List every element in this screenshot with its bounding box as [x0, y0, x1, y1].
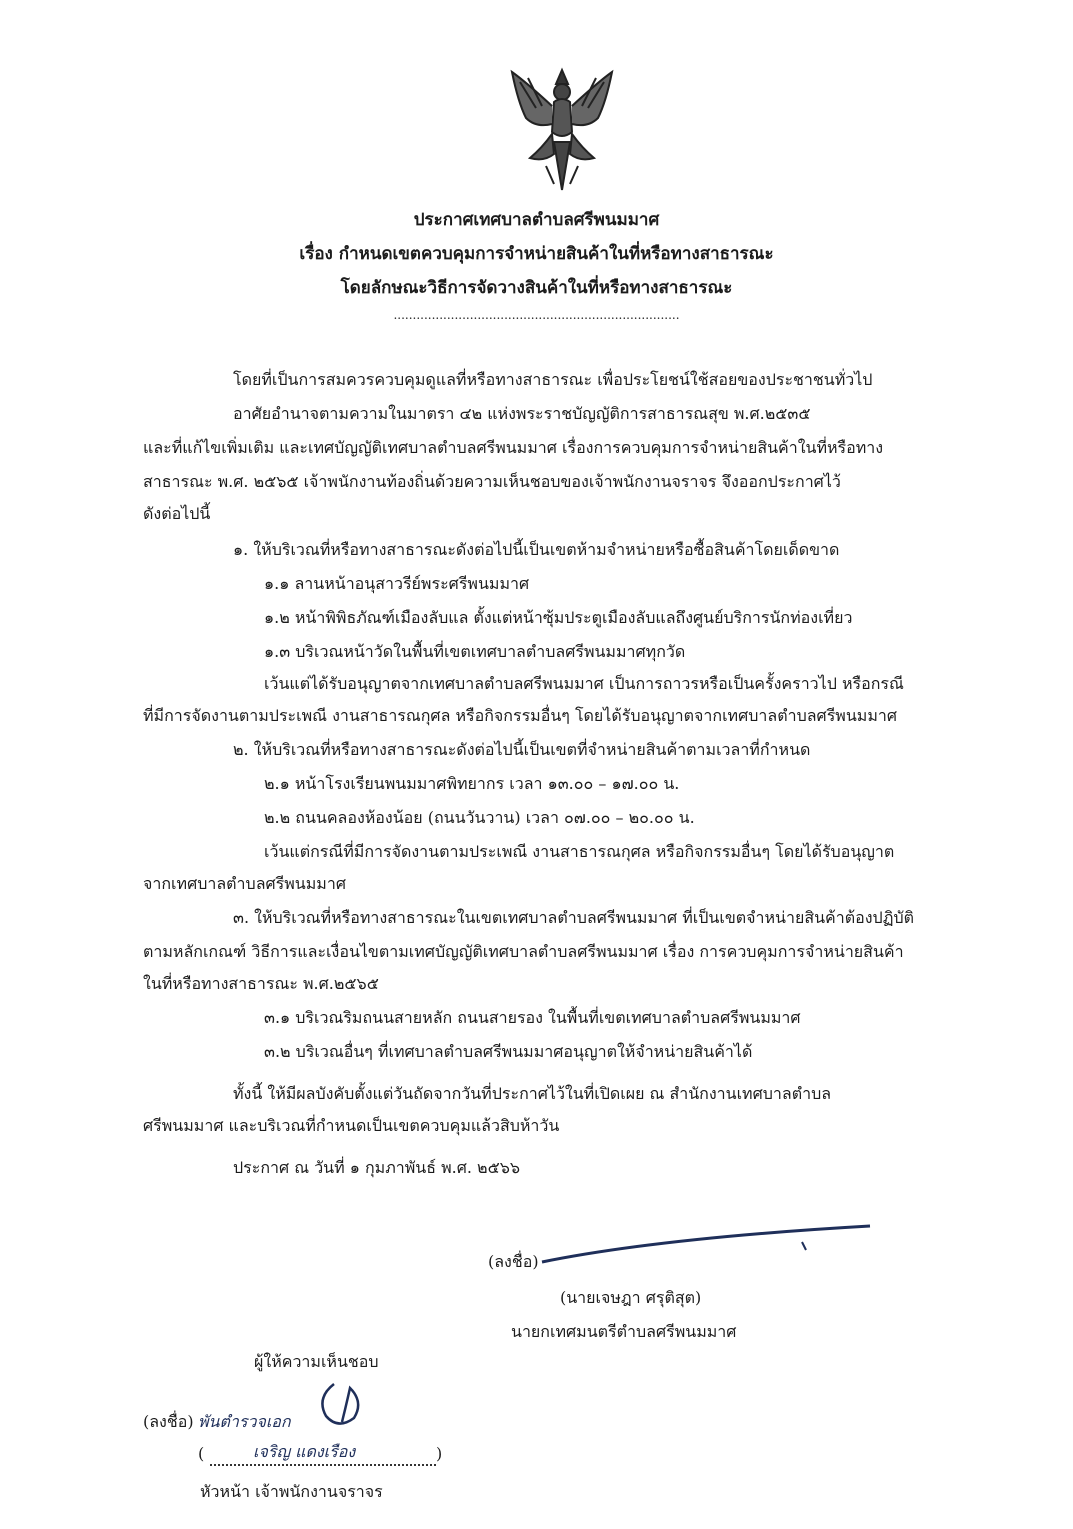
- mayor-sign-label: (ลงชื่อ): [488, 1252, 539, 1271]
- police-sign-label: (ลงชื่อ): [143, 1412, 194, 1431]
- police-name: เจริญ แดงเรือง: [253, 1442, 356, 1461]
- police-name-close-paren: ): [436, 1444, 443, 1463]
- police-name-dotted-line: [210, 1464, 436, 1466]
- announcement-date: ประกาศ ณ วันที่ ๑ กุมภาพันธ์ พ.ศ. ๒๕๖๖: [233, 1158, 521, 1177]
- paragraph-authority-line-4: ดังต่อไปนี้: [143, 504, 211, 523]
- item-1-exception-line-1: เว้นแต่ได้รับอนุญาตจากเทศบาลตำบลศรีพนมมาศ เป็นการถาวรหรือเป็นครั้งคราวไป หรือกรณี: [264, 674, 904, 693]
- item-1-3: ๑.๓ บริเวณหน้าวัดในพื้นที่เขตเทศบาลตำบลศรีพนมมาศทุกวัด: [264, 642, 686, 661]
- consent-label: ผู้ให้ความเห็นชอบ: [254, 1352, 379, 1371]
- paragraph-authority-line-2: และที่แก้ไขเพิ่มเติม และเทศบัญญัติเทศบาลตำบลศรีพนมมาศ เรื่องการควบคุมการจำหน่ายสินค้าในที่หรือทาง: [143, 438, 884, 457]
- item-2-1: ๒.๑ หน้าโรงเรียนพนมมาศพิทยากร เวลา ๑๓.๐๐ – ๑๗.๐๐ น.: [264, 774, 680, 793]
- item-1: ๑. ให้บริเวณที่หรือทางสาธารณะดังต่อไปนี้เป็นเขตห้ามจำหน่ายหรือซื้อสินค้าโดยเด็ดขาด: [233, 540, 840, 559]
- announcement-title: ประกาศเทศบาลตำบลศรีพนมมาศ: [413, 210, 660, 230]
- item-3-1: ๓.๑ บริเวณริมถนนสายหลัก ถนนสายรอง ในพื้นที่เขตเทศบาลตำบลศรีพนมมาศ: [264, 1008, 801, 1027]
- mayor-position: นายกเทศมนตรีตำบลศรีพนมมาศ: [511, 1322, 737, 1341]
- item-2-exception-line-2: จากเทศบาลตำบลศรีพนมมาศ: [143, 874, 346, 893]
- police-name-open-paren: (: [198, 1444, 205, 1463]
- effective-clause-line-1: ทั้งนี้ ให้มีผลบังคับตั้งแต่วันถัดจากวันที่ประกาศไว้ในที่เปิดเผย ณ สำนักงานเทศบาลตำบล: [233, 1084, 832, 1103]
- paragraph-authority-line-1: อาศัยอำนาจตามความในมาตรา ๔๒ แห่งพระราชบัญญัติการสาธารณสุข พ.ศ.๒๕๓๕: [233, 404, 811, 423]
- police-position: หัวหน้า เจ้าพนักงานจราจร: [200, 1482, 383, 1501]
- police-signature-stroke-icon: [312, 1376, 392, 1436]
- item-3-line-2: ตามหลักเกณฑ์ วิธีการและเงื่อนไขตามเทศบัญญัติเทศบาลตำบลศรีพนมมาศ เรื่อง การควบคุมการจำหน่ายสินค้า: [143, 942, 904, 961]
- item-2-exception-line-1: เว้นแต่กรณีที่มีการจัดงานตามประเพณี งานสาธารณกุศล หรือกิจกรรมอื่นๆ โดยได้รับอนุญาต: [264, 842, 895, 861]
- item-2-2: ๒.๒ ถนนคลองห้องน้อย (ถนนวันวาน) เวลา ๐๗.๐๐ – ๒๐.๐๐ น.: [264, 808, 695, 827]
- item-3-2: ๓.๒ บริเวณอื่นๆ ที่เทศบาลตำบลศรีพนมมาศอนุญาตให้จำหน่ายสินค้าได้: [264, 1042, 753, 1061]
- mayor-name: (นายเจษฎา ศรุติสุต): [560, 1288, 702, 1307]
- item-1-1: ๑.๑ ลานหน้าอนุสาวรีย์พระศรีพนมมาศ: [264, 574, 530, 593]
- paragraph-authority-line-3: สาธารณะ พ.ศ. ๒๕๖๕ เจ้าพนักงานท้องถิ่นด้วยความเห็นชอบของเจ้าพนักงานจราจร จึงออกประกาศไว้: [143, 472, 841, 491]
- item-3-line-1: ๓. ให้บริเวณที่หรือทางสาธารณะในเขตเทศบาลตำบลศรีพนมมาศ ที่เป็นเขตจำหน่ายสินค้าต้องปฏิบัติ: [233, 908, 914, 927]
- item-2: ๒. ให้บริเวณที่หรือทางสาธารณะดังต่อไปนี้เป็นเขตที่จำหน่ายสินค้าตามเวลาที่กำหนด: [233, 740, 811, 759]
- item-1-exception-line-2: ที่มีการจัดงานตามประเพณี งานสาธารณกุศล หรือกิจกรรมอื่นๆ โดยได้รับอนุญาตจากเทศบาลตำบลศรีพนมมาศ: [143, 706, 898, 725]
- police-rank: พันตำรวจเอก: [198, 1412, 291, 1431]
- announcement-subject-continued: โดยลักษณะวิธีการจัดวางสินค้าในที่หรือทางสาธารณะ: [340, 278, 733, 298]
- item-1-2: ๑.๒ หน้าพิพิธภัณฑ์เมืองลับแล ตั้งแต่หน้าซุ้มประตูเมืองลับแลถึงศูนย์บริการนักท่องเที่ยว: [264, 608, 853, 627]
- paragraph-intro: โดยที่เป็นการสมควรควบคุมดูแลที่หรือทางสาธารณะ เพื่อประโยชน์ใช้สอยของประชาชนทั่วไป: [233, 370, 873, 389]
- title-separator: ...........................................................................: [393, 308, 680, 322]
- item-3-line-3: ในที่หรือทางสาธารณะ พ.ศ.๒๕๖๕: [143, 974, 379, 993]
- announcement-subject: เรื่อง กำหนดเขตควบคุมการจำหน่ายสินค้าในที่หรือทางสาธารณะ: [299, 244, 774, 264]
- mayor-signature-stroke-icon: [540, 1218, 880, 1268]
- effective-clause-line-2: ศรีพนมมาศ และบริเวณที่กำหนดเป็นเขตควบคุมแล้วสิบห้าวัน: [143, 1116, 560, 1135]
- garuda-emblem-icon: [506, 62, 618, 194]
